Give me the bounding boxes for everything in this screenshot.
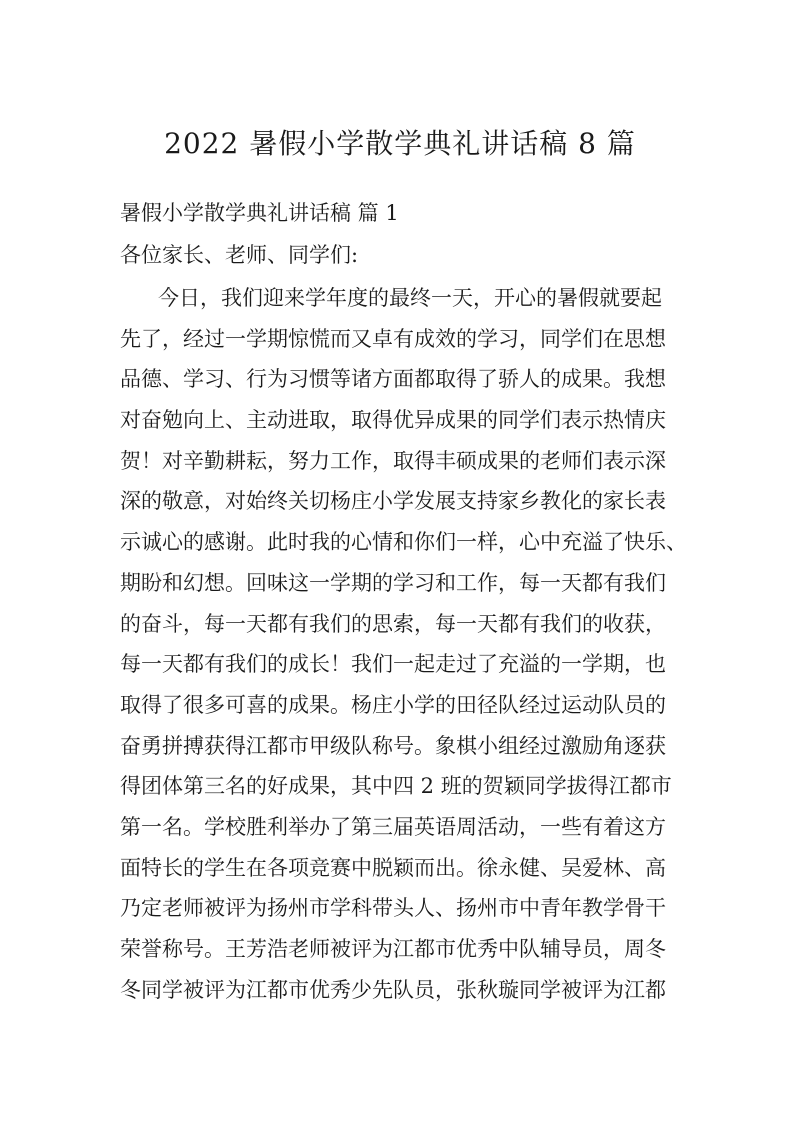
paragraph-line: 取得了很多可喜的成果。杨庄小学的田径队经过运动队员的 xyxy=(120,692,666,717)
paragraph-line: 贺！对辛勤耕耘，努力工作，取得丰硕成果的老师们表示深 xyxy=(120,448,666,473)
section-heading: 暑假小学散学典礼讲话稿 篇 1 xyxy=(120,201,399,225)
paragraph-line: 第一名。学校胜利举办了第三届英语周活动，一些有着这方 xyxy=(120,814,666,839)
paragraph-line: 奋勇拼搏获得江都市甲级队称号。象棋小组经过激励角逐获 xyxy=(120,733,666,758)
paragraph-line: 期盼和幻想。回味这一学期的学习和工作，每一天都有我们 xyxy=(120,570,666,595)
paragraph-line: 每一天都有我们的成长！我们一起走过了充溢的一学期，也 xyxy=(120,652,666,677)
paragraph-line: 深的敬意，对始终关切杨庄小学发展支持家乡教化的家长表 xyxy=(120,489,666,514)
paragraph-line: 乃定老师被评为扬州市学科带头人、扬州市中青年教学骨干 xyxy=(120,896,666,921)
paragraph-line: 品德、学习、行为习惯等诸方面都取得了骄人的成果。我想 xyxy=(120,367,666,392)
paragraph-line: 的奋斗，每一天都有我们的思索，每一天都有我们的收获， xyxy=(120,611,666,636)
salutation: 各位家长、老师、同学们: xyxy=(120,243,359,267)
paragraph-line: 对奋勉向上、主动进取，取得优异成果的同学们表示热情庆 xyxy=(120,408,666,433)
paragraph-line: 面特长的学生在各项竞赛中脱颖而出。徐永健、吴爱林、高 xyxy=(120,855,666,880)
paragraph-line: 冬同学被评为江都市优秀少先队员，张秋璇同学被评为江都 xyxy=(120,977,666,1002)
paragraph-line: 荣誉称号。王芳浩老师被评为江都市优秀中队辅导员，周冬 xyxy=(120,937,666,961)
paragraph-line: 先了，经过一学期惊慌而又卓有成效的学习，同学们在思想 xyxy=(120,326,666,351)
document-title: 2022 暑假小学散学典礼讲话稿 8 篇 xyxy=(164,127,636,160)
paragraph-line: 今日，我们迎来学年度的最终一天，开心的暑假就要起 xyxy=(158,286,662,310)
paragraph-line: 示诚心的感谢。此时我的心情和你们一样，心中充溢了快乐、 xyxy=(120,530,687,555)
paragraph-line: 得团体第三名的好成果，其中四 2 班的贺颖同学拔得江都市 xyxy=(120,774,672,799)
body-paragraph xyxy=(120,278,690,1010)
